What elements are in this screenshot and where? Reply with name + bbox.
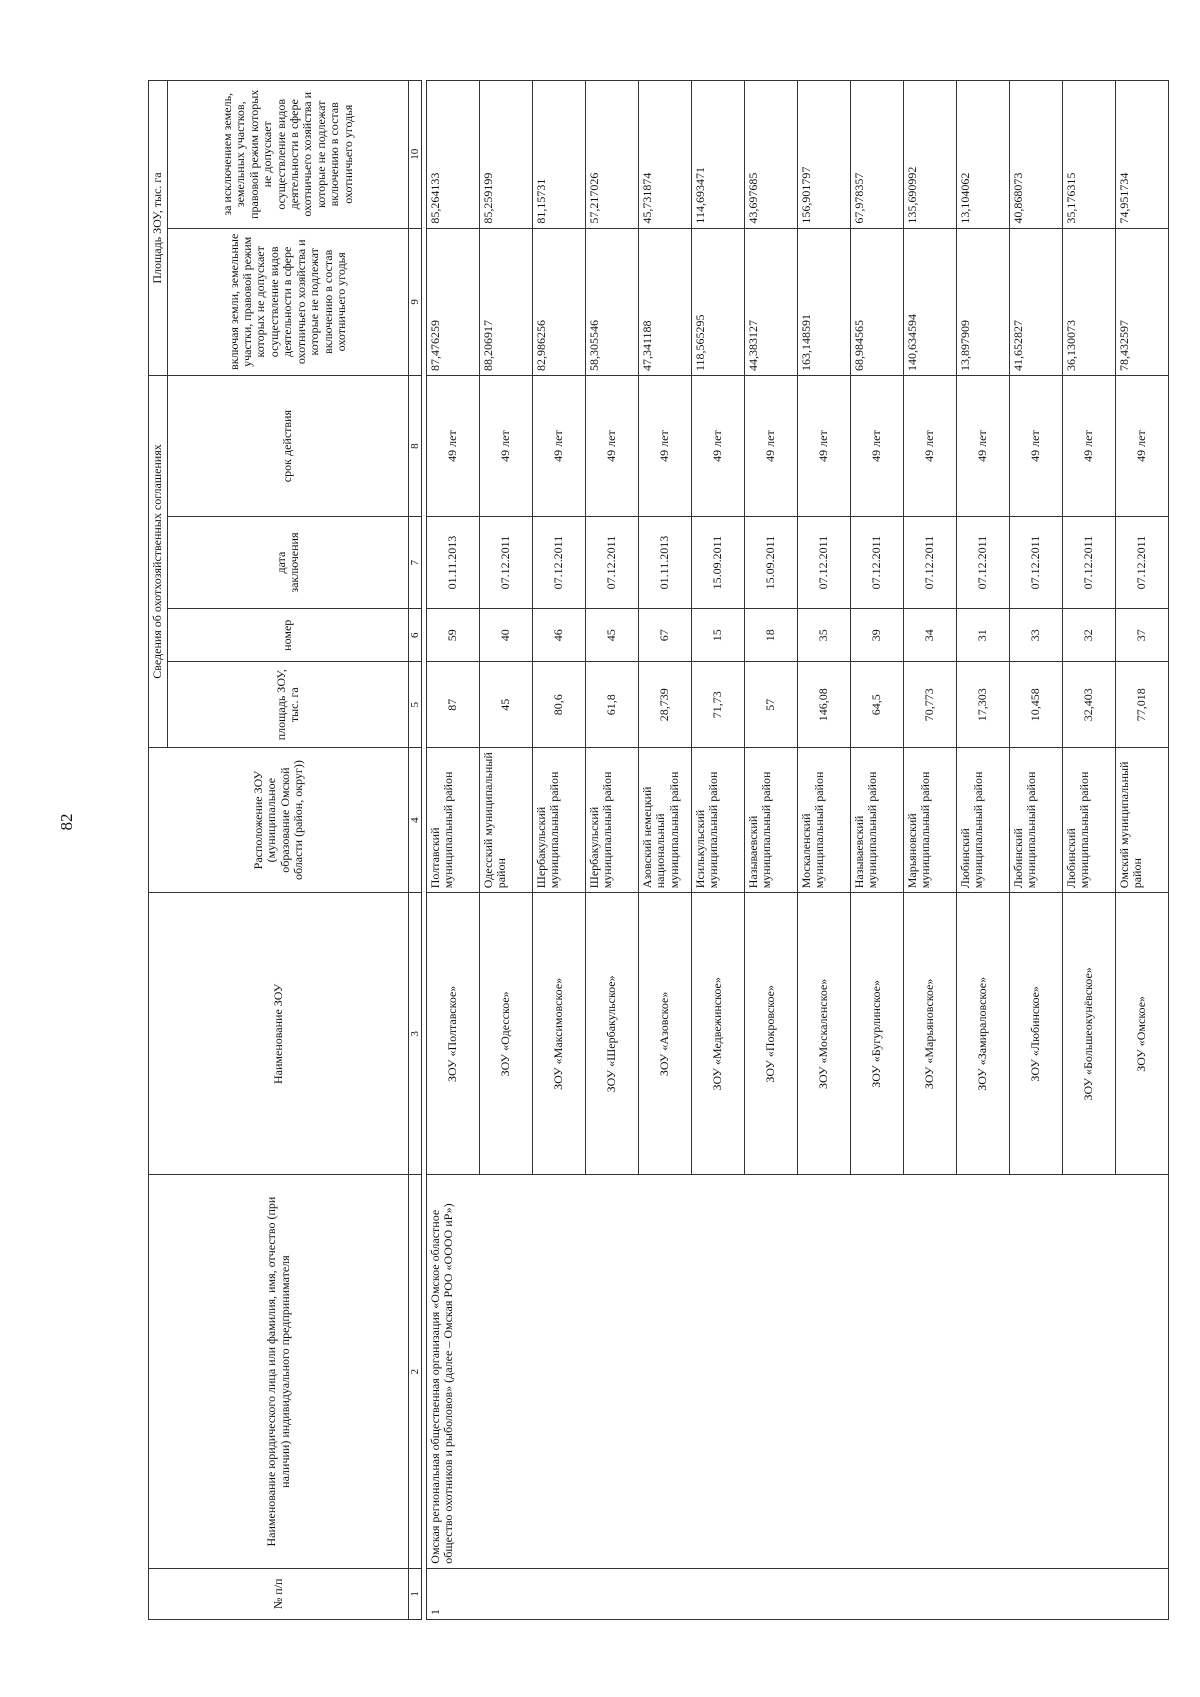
agreement-term: 49 лет — [1010, 376, 1063, 517]
zou-district: Москаленский муниципальный район — [798, 747, 851, 892]
header-organization: Наименование юридического лица или фамилия, имя, отчество (при наличии) индивидуального предпринимателя — [149, 1175, 409, 1568]
organization-name: Омская региональная общественная организация «Омское областное общество охотников и рыболовов» (далее – Омская РОО «ОООО иР») — [427, 1175, 1169, 1568]
area-including: 78,432597 — [1116, 228, 1169, 375]
agreement-number: 45 — [586, 609, 639, 662]
zou-area: 77,018 — [1116, 662, 1169, 747]
agreement-number: 39 — [851, 609, 904, 662]
zou-name: ЗОУ «Любинское» — [1010, 893, 1063, 1175]
column-number: 6 — [409, 609, 422, 662]
zou-district: Омский муниципальный район — [1116, 747, 1169, 892]
zou-area: 61,8 — [586, 662, 639, 747]
agreement-date: 15.09.2011 — [745, 517, 798, 609]
header-zou-name: Наименование ЗОУ — [149, 893, 409, 1175]
zou-name: ЗОУ «Замираловское» — [957, 893, 1010, 1175]
agreement-term: 49 лет — [427, 376, 480, 517]
header-area-group: Площадь ЗОУ, тыс. га — [149, 81, 168, 376]
header-area-including: включая земли, земельные участки, правовой режим которых не допускает осуществление видов деятельности в сфере охотничьего хозяйства и которые не подлежат включению в состав охотничьего угодья — [168, 228, 409, 375]
agreement-number: 67 — [639, 609, 692, 662]
zou-name: ЗОУ «Марьяновское» — [904, 893, 957, 1175]
agreement-number: 33 — [1010, 609, 1063, 662]
column-number: 7 — [409, 517, 422, 609]
area-including: 82,986256 — [533, 228, 586, 375]
zou-area: 80,6 — [533, 662, 586, 747]
page-number: 82 — [57, 813, 76, 831]
zou-name: ЗОУ «Полтавское» — [427, 893, 480, 1175]
area-excluding: 156,901797 — [798, 81, 851, 229]
header-index: № п/п — [149, 1568, 409, 1619]
area-excluding: 13,104062 — [957, 81, 1010, 229]
agreement-date: 07.12.2011 — [1010, 517, 1063, 609]
zou-district: Любинский муниципальный район — [1063, 747, 1116, 892]
area-excluding: 45,731874 — [639, 81, 692, 229]
column-number: 9 — [409, 228, 422, 375]
agreement-date: 07.12.2011 — [480, 517, 533, 609]
area-including: 68,984565 — [851, 228, 904, 375]
area-excluding: 81,15731 — [533, 81, 586, 229]
area-including: 163,148591 — [798, 228, 851, 375]
header-agreements-group: Сведения об охотхозяйственных соглашениях — [149, 376, 168, 748]
area-including: 140,634594 — [904, 228, 957, 375]
zou-area: 32,403 — [1063, 662, 1116, 747]
agreement-term: 49 лет — [692, 376, 745, 517]
agreement-term: 49 лет — [480, 376, 533, 517]
rotated-table-sheet — [148, 80, 1149, 1620]
zou-district: Полтавский муниципальный район — [427, 747, 480, 892]
header-date: дата заключения — [168, 517, 409, 609]
area-including: 88,206917 — [480, 228, 533, 375]
zou-area: 87 — [427, 662, 480, 747]
zou-name: ЗОУ «Максимовское» — [533, 893, 586, 1175]
area-including: 47,341188 — [639, 228, 692, 375]
area-including: 58,305546 — [586, 228, 639, 375]
agreement-date: 07.12.2011 — [957, 517, 1010, 609]
area-excluding: 43,697685 — [745, 81, 798, 229]
column-number: 5 — [409, 662, 422, 747]
header-area-excluding: за исключением земель, земельных участков, правовой режим которых не допускает осуществление видов деятельности в сфере охотничьего хозяйства и которые не подлежат включению в состав охотничьего угодья — [168, 81, 409, 229]
zou-district: Одесский муниципальный район — [480, 747, 533, 892]
header-area: площадь ЗОУ, тыс. га — [168, 662, 409, 747]
area-excluding: 85,264133 — [427, 81, 480, 229]
row-index: 1 — [427, 1568, 1169, 1619]
area-including: 36,130073 — [1063, 228, 1116, 375]
zou-area: 146,08 — [798, 662, 851, 747]
agreement-term: 49 лет — [586, 376, 639, 517]
agreement-term: 49 лет — [957, 376, 1010, 517]
agreement-number: 31 — [957, 609, 1010, 662]
agreement-number: 34 — [904, 609, 957, 662]
zou-area: 28,739 — [639, 662, 692, 747]
zou-area: 71,73 — [692, 662, 745, 747]
zou-district: Любинский муниципальный район — [1010, 747, 1063, 892]
agreement-term: 49 лет — [851, 376, 904, 517]
zou-district: Марьяновский муниципальный район — [904, 747, 957, 892]
zou-name: ЗОУ «Бугурлинское» — [851, 893, 904, 1175]
zou-name: ЗОУ «Шербакульское» — [586, 893, 639, 1175]
zou-area: 45 — [480, 662, 533, 747]
agreement-number: 59 — [427, 609, 480, 662]
agreement-number: 46 — [533, 609, 586, 662]
agreement-date: 07.12.2011 — [851, 517, 904, 609]
agreement-date: 07.12.2011 — [798, 517, 851, 609]
column-number: 10 — [409, 81, 422, 229]
agreement-date: 01.11.2013 — [427, 517, 480, 609]
zou-name: ЗОУ «Омское» — [1116, 893, 1169, 1175]
agreement-term: 49 лет — [798, 376, 851, 517]
agreement-number: 32 — [1063, 609, 1116, 662]
header-number: номер — [168, 609, 409, 662]
agreement-term: 49 лет — [533, 376, 586, 517]
header-term: срок действия — [168, 376, 409, 517]
table-body — [427, 81, 1169, 1620]
zou-district: Шербакульский муниципальный район — [533, 747, 586, 892]
agreement-date: 07.12.2011 — [1063, 517, 1116, 609]
agreement-number: 35 — [798, 609, 851, 662]
area-excluding: 114,693471 — [692, 81, 745, 229]
agreement-term: 49 лет — [1116, 376, 1169, 517]
agreement-date: 07.12.2011 — [1116, 517, 1169, 609]
agreement-date: 15.09.2011 — [692, 517, 745, 609]
agreement-date: 07.12.2011 — [586, 517, 639, 609]
header-location: Расположение ЗОУ (муниципальное образование Омской области (район, округ)) — [149, 747, 409, 892]
hunting-grounds-table — [148, 80, 1169, 1620]
agreement-term: 49 лет — [904, 376, 957, 517]
table-row — [427, 81, 480, 1620]
zou-district: Называевский муниципальный район — [745, 747, 798, 892]
agreement-date: 07.12.2011 — [533, 517, 586, 609]
agreement-date: 07.12.2011 — [904, 517, 957, 609]
zou-district: Азовский немецкий национальный муниципальный район — [639, 747, 692, 892]
area-including: 44,383127 — [745, 228, 798, 375]
column-number: 2 — [409, 1175, 422, 1568]
area-excluding: 67,978357 — [851, 81, 904, 229]
agreement-term: 49 лет — [639, 376, 692, 517]
agreement-term: 49 лет — [745, 376, 798, 517]
zou-area: 64,5 — [851, 662, 904, 747]
zou-area: 57 — [745, 662, 798, 747]
zou-name: ЗОУ «Азовское» — [639, 893, 692, 1175]
zou-name: ЗОУ «Одесское» — [480, 893, 533, 1175]
area-including: 13,897909 — [957, 228, 1010, 375]
area-excluding: 35,176315 — [1063, 81, 1116, 229]
zou-name: ЗОУ «Покровское» — [745, 893, 798, 1175]
zou-area: 17,303 — [957, 662, 1010, 747]
zou-area: 10,458 — [1010, 662, 1063, 747]
agreement-number: 40 — [480, 609, 533, 662]
agreement-date: 01.11.2013 — [639, 517, 692, 609]
zou-name: ЗОУ «Большеокунёвское» — [1063, 893, 1116, 1175]
zou-district: Любинский муниципальный район — [957, 747, 1010, 892]
column-number: 8 — [409, 376, 422, 517]
area-excluding: 40,868073 — [1010, 81, 1063, 229]
zou-area: 70,773 — [904, 662, 957, 747]
agreement-term: 49 лет — [1063, 376, 1116, 517]
column-number: 1 — [409, 1568, 422, 1619]
area-excluding: 74,951734 — [1116, 81, 1169, 229]
column-number: 3 — [409, 893, 422, 1175]
zou-district: Исилькульский муниципальный район — [692, 747, 745, 892]
column-number: 4 — [409, 747, 422, 892]
agreement-number: 18 — [745, 609, 798, 662]
zou-name: ЗОУ «Москаленское» — [798, 893, 851, 1175]
area-including: 118,565295 — [692, 228, 745, 375]
area-including: 87,476259 — [427, 228, 480, 375]
agreement-number: 37 — [1116, 609, 1169, 662]
zou-name: ЗОУ «Медвежинское» — [692, 893, 745, 1175]
area-excluding: 57,217026 — [586, 81, 639, 229]
area-excluding: 135,690992 — [904, 81, 957, 229]
area-excluding: 85,259199 — [480, 81, 533, 229]
zou-district: Шербакульский муниципальный район — [586, 747, 639, 892]
area-including: 41,652827 — [1010, 228, 1063, 375]
zou-district: Называевский муниципальный район — [851, 747, 904, 892]
agreement-number: 15 — [692, 609, 745, 662]
